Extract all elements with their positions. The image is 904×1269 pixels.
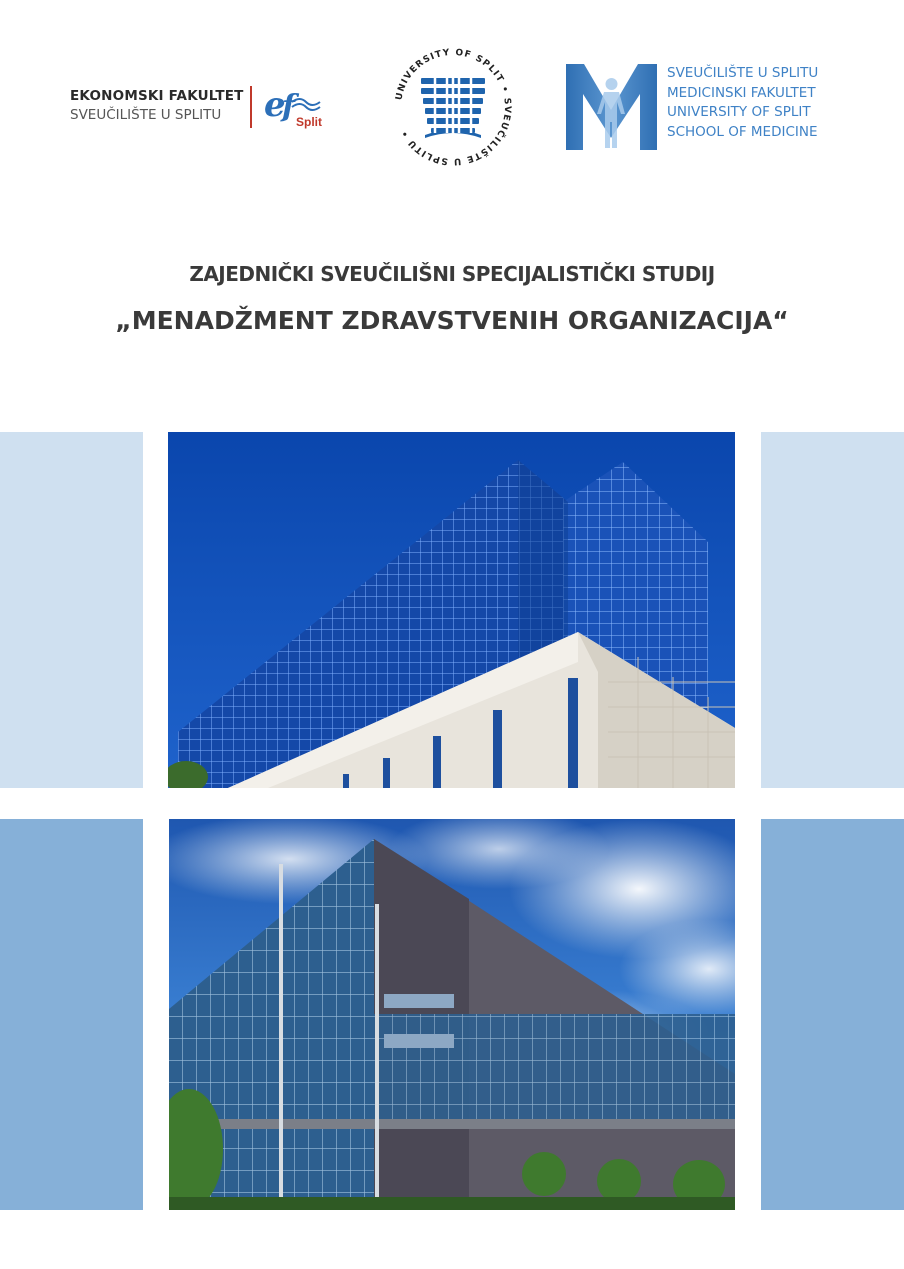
program-subtitle: ZAJEDNIČKI SVEUČILIŠNI SPECIJALISTIČKI STUDIJ <box>189 262 715 286</box>
decor-block-bottom-right <box>761 819 904 1210</box>
decor-block-bottom-left <box>0 819 143 1210</box>
med-logo-line: MEDICINSKI FAKULTET <box>667 84 816 101</box>
efst-logo <box>70 86 340 130</box>
school-of-medicine-mark <box>566 64 657 150</box>
seal-ring-text: UNIVERSITY OF SPLIT • SVEUČILIŠTE U SPLITU • <box>394 47 513 167</box>
university-of-split-seal <box>385 42 521 172</box>
efst-logo-divider <box>250 86 252 128</box>
decor-block-top-right <box>761 432 904 788</box>
efst-logo-line2: SVEUČILIŠTE U SPLITU <box>70 107 222 123</box>
med-logo-line: SVEUČILIŠTE U SPLITU <box>667 65 819 81</box>
med-logo-line: SCHOOL OF MEDICINE <box>667 123 818 140</box>
svg-text:f: f <box>282 89 295 124</box>
svg-text:e: e <box>264 86 286 125</box>
med-logo-line: UNIVERSITY OF SPLIT <box>667 104 811 120</box>
efst-logo-line1: EKONOMSKI FAKULTET <box>70 88 244 104</box>
school-of-medicine-logo <box>566 64 846 152</box>
school-of-medicine-text <box>667 64 818 142</box>
efst-logo-text <box>70 88 244 123</box>
program-title: „MENADŽMENT ZDRAVSTVENIH ORGANIZACIJA“ <box>115 306 789 335</box>
efst-logo-mark-text: Split <box>296 115 322 129</box>
building-photo-top <box>168 432 735 788</box>
building-photo-bottom <box>169 819 735 1210</box>
decor-block-top-left <box>0 432 143 788</box>
efst-logo-mark <box>262 86 334 130</box>
